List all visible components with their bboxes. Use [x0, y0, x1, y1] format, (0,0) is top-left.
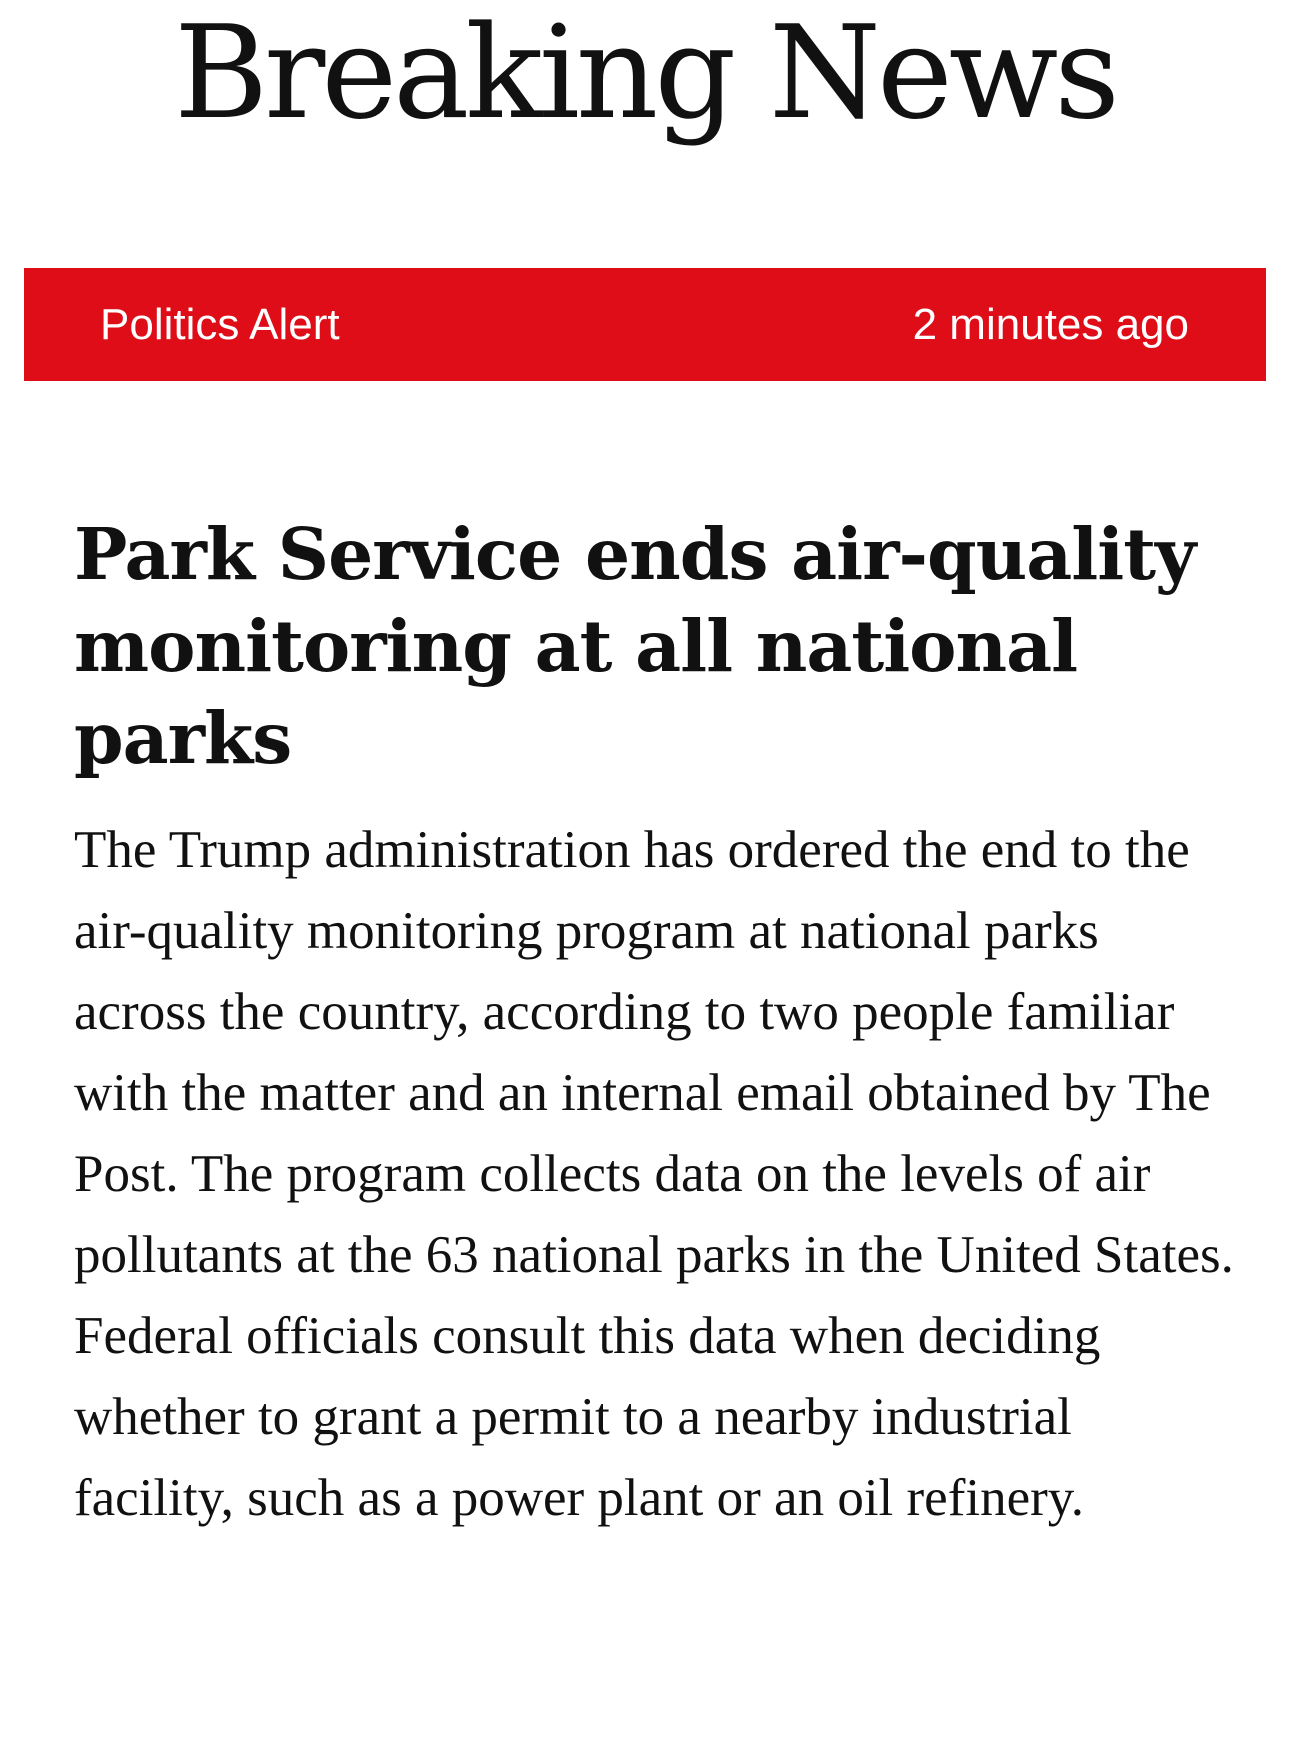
alert-timestamp: 2 minutes ago — [912, 299, 1189, 349]
article-headline: Park Service ends air-quality monitoring at all national parks — [74, 512, 1196, 780]
alert-bar — [24, 268, 1266, 381]
masthead-title: Breaking News — [174, 0, 1116, 148]
masthead — [0, 0, 1290, 200]
alert-category-label: Politics Alert — [100, 299, 340, 349]
article-body: The Trump administration has ordered the end to the air-quality monitoring program at national parks across the country, according to two people familiar with the matter and an internal email obtained by The Post. The program collects data on the levels of air pollutants at the 63 national parks in the United States. Federal officials consult this data when deciding whether to grant a permit to a nearby industrial facility, such as a power plant or an oil refinery. — [74, 821, 1234, 1527]
